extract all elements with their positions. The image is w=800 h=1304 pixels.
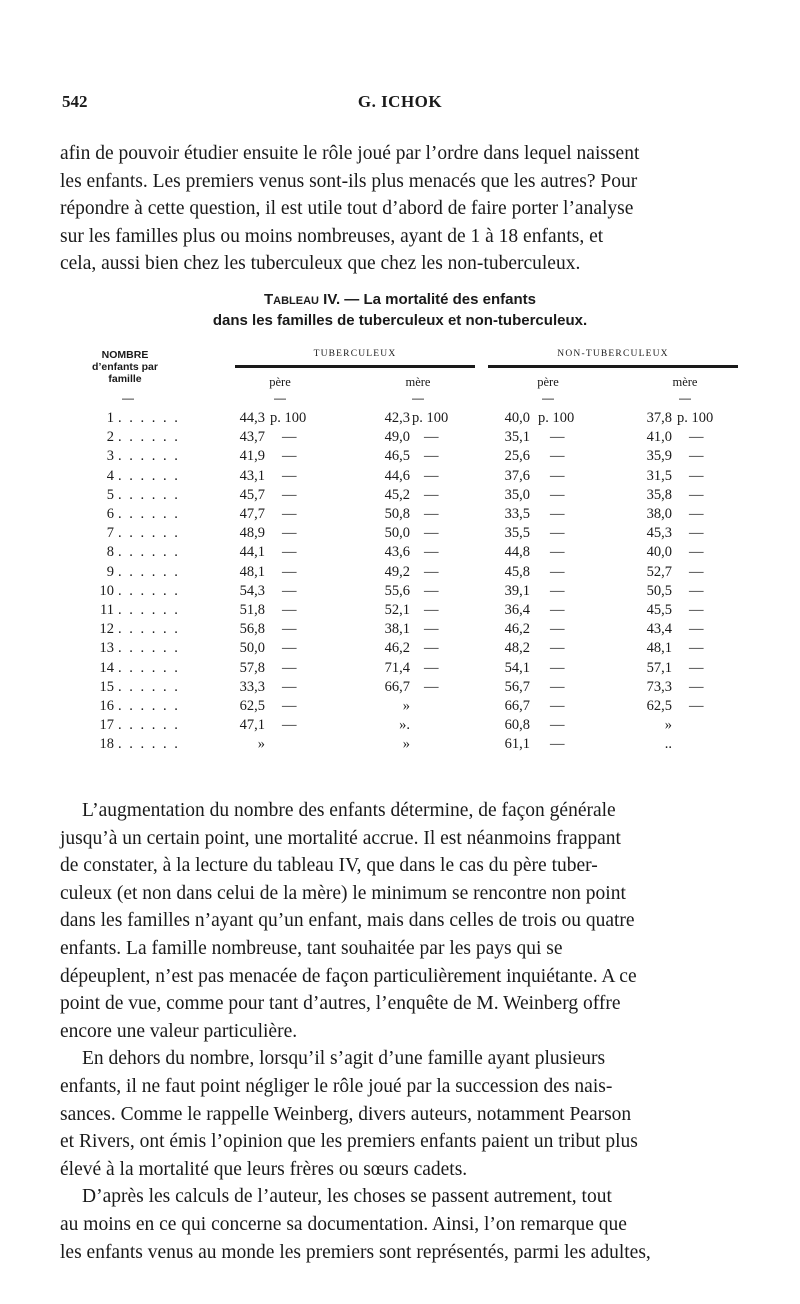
value-tub-pere: 56,8 [239, 621, 265, 638]
ditto-dash: — [282, 621, 297, 638]
header-dash: — [679, 391, 691, 405]
ditto-dash: — [689, 506, 704, 522]
value-tub-pere: 51,8 [239, 602, 265, 618]
value-non-pere: 37,6 [504, 467, 530, 484]
value-non-pere: 33,5 [504, 506, 530, 522]
children-count: 3 [106, 448, 114, 465]
ditto-dash: — [689, 486, 704, 503]
leader-dots: . . . . . . [118, 467, 180, 484]
subheader-mere: mère [405, 375, 431, 389]
page-number: 542 [62, 92, 88, 111]
text-line: dépeuplent, n’est pas menacée de façon particulièrement inquiétante. A ce [60, 965, 637, 987]
value-non-mere: 35,8 [646, 486, 672, 503]
value-tub-mere: 66,7 [384, 678, 410, 695]
value-tub-pere: 48,1 [239, 563, 265, 580]
text-line: les enfants venus au monde les premiers sont représentés, parmi les adultes, [60, 1241, 651, 1263]
ditto-dash: — [282, 678, 297, 695]
children-count: 10 [99, 582, 114, 599]
table-row [60, 679, 740, 699]
value-tub-mere: 49,2 [384, 563, 410, 580]
children-count: 15 [99, 678, 114, 695]
value-non-pere: 61,1 [504, 736, 530, 753]
ditto-dash: — [550, 544, 565, 561]
text-line: dans les familles n’ayant qu’un enfant, mais dans celles de trois ou quatre [60, 910, 635, 932]
unit-label: p. 100 [270, 410, 307, 426]
table-row [60, 640, 740, 660]
ditto-dash: — [689, 582, 704, 599]
children-count: 9 [106, 563, 114, 580]
ditto-dash: — [550, 736, 565, 753]
table-row [60, 660, 740, 680]
leader-dots: . . . . . . [118, 582, 180, 599]
ditto-dash: — [424, 506, 439, 522]
text-line: élevé à la mortalité que leurs frères ou sœurs cadets. [60, 1158, 468, 1180]
ditto-dash: — [689, 563, 704, 580]
value-tub-pere: 57,8 [239, 659, 265, 676]
children-count: 11 [100, 602, 114, 618]
value-tub-mere: ». [399, 717, 410, 734]
text-line: les enfants. Les premiers venus sont-ils plus menacés que les autres? Pour [60, 170, 638, 192]
value-tub-mere: 43,6 [384, 544, 410, 561]
ditto-dash: — [550, 698, 565, 714]
group-header-non-tuberculeux: NON-TUBERCULEUX [557, 349, 669, 359]
subheader-pere: père [537, 375, 559, 389]
children-count: 2 [106, 429, 114, 446]
ditto-dash: — [282, 640, 297, 657]
ditto-dash: — [689, 448, 704, 465]
table-caption [60, 289, 740, 331]
value-non-mere: 52,7 [646, 563, 672, 580]
table-row [60, 468, 740, 488]
value-tub-mere: 49,0 [384, 429, 410, 446]
text-line: et Rivers, ont émis l’opinion que les premiers enfants paient un tribut plus [60, 1131, 638, 1153]
value-non-mere: » [664, 717, 672, 734]
leader-dots: . . . . . . [118, 544, 180, 561]
text-line: cela, aussi bien chez les tuberculeux que chez les non-tuberculeux. [60, 253, 581, 275]
ditto-dash: — [282, 486, 297, 503]
table-row [60, 602, 740, 622]
value-tub-mere: 45,2 [384, 486, 410, 503]
value-non-mere: .. [664, 736, 672, 753]
ditto-dash: — [282, 659, 297, 676]
ditto-dash: — [689, 698, 704, 714]
text-line: de constater, à la lecture du tableau IV, que dans le cas du père tuber- [60, 855, 598, 877]
header-dash: — [542, 391, 554, 405]
table-row [60, 736, 740, 756]
ditto-dash: — [550, 602, 565, 618]
value-non-pere: 56,7 [504, 678, 530, 695]
ditto-dash: — [550, 448, 565, 465]
value-non-mere: 50,5 [646, 582, 672, 599]
leader-dots: . . . . . . [118, 506, 180, 522]
value-tub-pere: » [257, 736, 265, 753]
leader-dots: . . . . . . [118, 525, 180, 542]
running-header [62, 92, 738, 116]
table-row [60, 698, 740, 718]
value-tub-mere: » [402, 736, 410, 753]
table-label: Tableau IV. [263, 291, 341, 308]
header-dash: — [274, 391, 286, 405]
value-tub-mere: 38,1 [384, 621, 410, 638]
value-tub-mere: 42,3 [384, 410, 410, 426]
text-line: En dehors du nombre, lorsqu’il s’agit d’une famille ayant plusieurs [82, 1048, 606, 1070]
value-tub-mere: 44,6 [384, 467, 410, 484]
children-count: 14 [99, 659, 114, 676]
running-head-author: G. ICHOK [357, 92, 443, 111]
children-count: 13 [99, 640, 114, 657]
ditto-dash: — [550, 717, 565, 734]
unit-label: p. 100 [412, 410, 449, 426]
children-count: 6 [106, 506, 114, 522]
text-line: L’augmentation du nombre des enfants détermine, de façon générale [82, 800, 616, 821]
value-non-pere: 45,8 [504, 563, 530, 580]
table-row [60, 506, 740, 526]
leader-dots: . . . . . . [118, 717, 180, 734]
ditto-dash: — [424, 602, 439, 618]
table-row [60, 621, 740, 641]
ditto-dash: — [550, 486, 565, 503]
value-non-mere: 45,3 [646, 525, 672, 542]
text-line: afin de pouvoir étudier ensuite le rôle joué par l’ordre dans lequel naissent [60, 143, 640, 164]
leader-dots: . . . . . . [118, 410, 180, 426]
value-non-mere: 62,5 [646, 698, 672, 714]
children-count: 16 [99, 698, 114, 714]
leader-dots: . . . . . . [118, 698, 180, 714]
ditto-dash: — [550, 563, 565, 580]
value-non-pere: 35,1 [504, 429, 530, 446]
ditto-dash: — [424, 525, 439, 542]
ditto-dash: — [424, 563, 439, 580]
value-non-mere: 40,0 [646, 544, 672, 561]
value-tub-mere: 55,6 [384, 582, 410, 599]
ditto-dash: — [282, 467, 297, 484]
group-rule [488, 365, 738, 368]
table-row [60, 448, 740, 468]
ditto-dash: — [282, 525, 297, 542]
ditto-dash: — [550, 640, 565, 657]
text-line: sur les familles plus ou moins nombreuses, ayant de 1 à 18 enfants, et [60, 225, 604, 247]
value-non-mere: 31,5 [646, 467, 672, 484]
subheader-mere: mère [672, 375, 698, 389]
value-non-pere: 66,7 [504, 698, 530, 714]
value-tub-pere: 44,3 [239, 410, 265, 426]
children-count: 18 [99, 736, 114, 753]
table-row [60, 544, 740, 564]
caption-line-2: dans les familles de tuberculeux et non-tuberculeux. [212, 312, 588, 329]
value-non-pere: 40,0 [504, 410, 530, 426]
value-tub-pere: 62,5 [239, 698, 265, 714]
group-rule [235, 365, 475, 368]
ditto-dash: — [689, 544, 704, 561]
value-non-mere: 41,0 [646, 429, 672, 446]
caption-line-1: — La mortalité des enfants [340, 291, 536, 308]
table-header [60, 347, 740, 409]
leader-dots: . . . . . . [118, 621, 180, 638]
value-tub-pere: 44,1 [239, 544, 265, 561]
unit-label: p. 100 [677, 410, 714, 426]
ditto-dash: — [689, 429, 704, 446]
value-non-mere: 57,1 [646, 659, 672, 676]
ditto-dash: — [282, 582, 297, 599]
row-header-label: NOMBRE d’enfants par famille [92, 349, 158, 385]
ditto-dash: — [689, 621, 704, 638]
value-non-mere: 73,3 [646, 678, 672, 695]
table-row [60, 525, 740, 545]
leader-dots: . . . . . . [118, 448, 180, 465]
value-tub-pere: 47,1 [239, 717, 265, 734]
children-count: 7 [106, 525, 114, 542]
leader-dots: . . . . . . [118, 640, 180, 657]
text-line: D’après les calculs de l’auteur, les choses se passent autrement, tout [82, 1186, 612, 1208]
value-non-mere: 37,8 [646, 410, 672, 426]
ditto-dash: — [550, 467, 565, 484]
value-non-pere: 44,8 [504, 544, 530, 561]
value-non-pere: 54,1 [504, 659, 530, 676]
value-tub-mere: 50,8 [384, 506, 410, 522]
text-line: répondre à cette question, il est utile tout d’abord de faire porter l’analyse [60, 198, 634, 220]
ditto-dash: — [550, 659, 565, 676]
text-line: enfants. La famille nombreuse, tant souhaitée par les pays qui se [60, 937, 563, 959]
children-count: 5 [106, 486, 114, 503]
leader-dots: . . . . . . [118, 486, 180, 503]
value-tub-mere: » [402, 698, 410, 714]
table-row [60, 410, 740, 430]
value-tub-mere: 71,4 [384, 659, 410, 676]
value-tub-pere: 50,0 [239, 640, 265, 657]
ditto-dash: — [424, 582, 439, 599]
value-non-pere: 35,5 [504, 525, 530, 542]
value-tub-pere: 33,3 [239, 678, 265, 695]
header-dash: — [122, 391, 134, 405]
body-text [60, 797, 740, 1266]
subheader-pere: père [269, 375, 291, 389]
ditto-dash: — [424, 659, 439, 676]
ditto-dash: — [550, 621, 565, 638]
value-tub-pere: 54,3 [239, 582, 265, 599]
ditto-dash: — [689, 678, 704, 695]
ditto-dash: — [424, 448, 439, 465]
ditto-dash: — [550, 506, 565, 522]
ditto-dash: — [424, 544, 439, 561]
value-tub-pere: 41,9 [239, 448, 265, 465]
ditto-dash: — [424, 621, 439, 638]
ditto-dash: — [282, 429, 297, 446]
ditto-dash: — [424, 678, 439, 695]
value-non-pere: 60,8 [504, 717, 530, 734]
value-tub-pere: 43,7 [239, 429, 265, 446]
ditto-dash: — [282, 506, 297, 522]
value-tub-pere: 45,7 [239, 486, 265, 503]
value-non-pere: 36,4 [504, 602, 530, 618]
value-non-pere: 35,0 [504, 486, 530, 503]
ditto-dash: — [550, 525, 565, 542]
leader-dots: . . . . . . [118, 602, 180, 618]
text-line: point de vue, comme pour tant d’autres, l’enquête de M. Weinberg offre [60, 993, 621, 1015]
table-row [60, 564, 740, 584]
value-tub-pere: 43,1 [239, 467, 265, 484]
ditto-dash: — [282, 717, 297, 734]
ditto-dash: — [689, 467, 704, 484]
value-non-mere: 48,1 [646, 640, 672, 657]
leader-dots: . . . . . . [118, 678, 180, 695]
text-line: jusqu’à un certain point, une mortalité accrue. Il est néanmoins frappant [60, 827, 621, 849]
ditto-dash: — [424, 429, 439, 446]
ditto-dash: — [282, 602, 297, 618]
value-non-mere: 35,9 [646, 448, 672, 465]
value-non-mere: 45,5 [646, 602, 672, 618]
leader-dots: . . . . . . [118, 563, 180, 580]
table-row [60, 429, 740, 449]
value-non-pere: 48,2 [504, 640, 530, 657]
ditto-dash: — [689, 602, 704, 618]
text-line: enfants, il ne faut point négliger le rôle joué par la succession des nais- [60, 1075, 613, 1097]
table-row [60, 583, 740, 603]
value-tub-mere: 46,5 [384, 448, 410, 465]
ditto-dash: — [282, 544, 297, 561]
value-non-pere: 39,1 [504, 582, 530, 599]
value-tub-mere: 52,1 [384, 602, 410, 618]
unit-label: p. 100 [538, 410, 575, 426]
ditto-dash: — [689, 525, 704, 542]
leader-dots: . . . . . . [118, 429, 180, 446]
children-count: 8 [106, 544, 114, 561]
children-count: 12 [99, 621, 114, 638]
group-header-tuberculeux: TUBERCULEUX [313, 349, 397, 359]
value-tub-mere: 50,0 [384, 525, 410, 542]
children-count: 4 [106, 467, 114, 484]
leader-dots: . . . . . . [118, 659, 180, 676]
ditto-dash: — [282, 448, 297, 465]
value-non-mere: 43,4 [646, 621, 672, 638]
text-line: culeux (et non dans celui de la mère) le minimum se rencontre non point [60, 882, 626, 904]
ditto-dash: — [424, 486, 439, 503]
ditto-dash: — [689, 659, 704, 676]
text-line: au moins en ce qui concerne sa documentation. Ainsi, l’on remarque que [60, 1213, 627, 1235]
children-count: 1 [106, 410, 114, 426]
ditto-dash: — [424, 640, 439, 657]
value-tub-pere: 47,7 [239, 506, 265, 522]
ditto-dash: — [282, 563, 297, 580]
ditto-dash: — [282, 698, 297, 714]
value-tub-pere: 48,9 [239, 525, 265, 542]
header-dash: — [412, 391, 424, 405]
leader-dots: . . . . . . [118, 736, 180, 753]
value-non-mere: 38,0 [646, 506, 672, 522]
text-line: sances. Comme le rappelle Weinberg, divers auteurs, notamment Pearson [60, 1103, 632, 1125]
table-row [60, 717, 740, 737]
value-tub-mere: 46,2 [384, 640, 410, 657]
ditto-dash: — [550, 582, 565, 599]
value-non-pere: 46,2 [504, 621, 530, 638]
paragraph-intro [60, 140, 740, 278]
ditto-dash: — [550, 429, 565, 446]
children-count: 17 [99, 717, 114, 734]
ditto-dash: — [424, 467, 439, 484]
table-row [60, 487, 740, 507]
ditto-dash: — [689, 640, 704, 657]
text-line: encore une valeur particulière. [60, 1020, 298, 1042]
value-non-pere: 25,6 [504, 448, 530, 465]
ditto-dash: — [550, 678, 565, 695]
